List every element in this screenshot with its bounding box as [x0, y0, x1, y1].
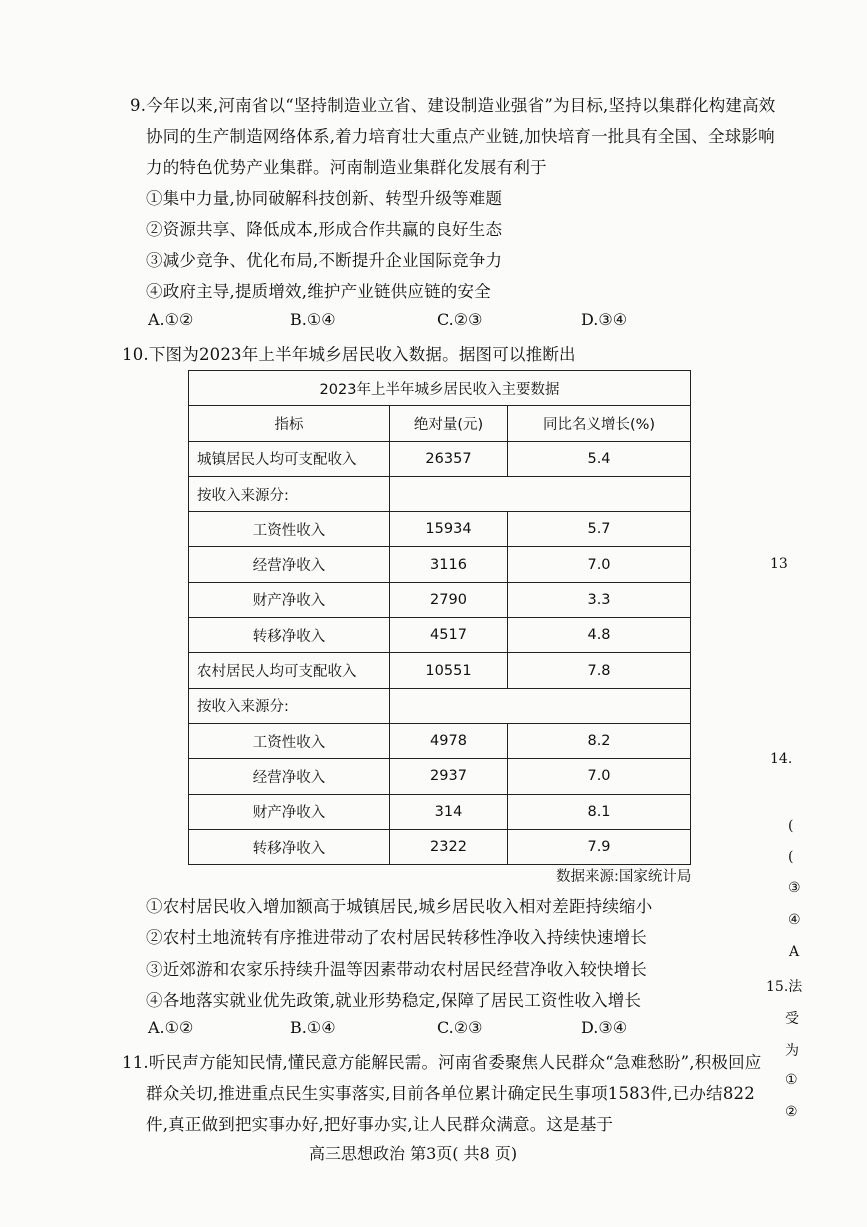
data-source-note: 数据来源:国家统计局 [556, 869, 692, 885]
q10-item-1: ①农村居民收入增加额高于城镇居民,城乡居民收入相对差距持续缩小 [146, 897, 653, 916]
q9-stem-line-3: 力的特色优势产业集群。河南制造业集群化发展有利于 [146, 158, 547, 177]
table-row-rural: 农村居民人均可支配收入 10551 7.8 [189, 653, 691, 688]
edge-text: ① [785, 1072, 798, 1088]
table-title: 2023年上半年城乡居民收入主要数据 [189, 371, 691, 406]
q10-option-d: D.③④ [581, 1018, 628, 1037]
q9-stem-line-2: 协同的生产制造网络体系,着力培育壮大重点产业链,加快培育一批具有全国、全球影响 [146, 127, 775, 146]
edge-text: ③ [788, 880, 801, 896]
q11-stem-line-2: 群众关切,推进重点民生实事落实,目前各单位累计确定民生事项1583件,已办结822 [146, 1084, 755, 1103]
q11-stem-line-3: 件,真正做到把实事办好,把好事办实,让人民群众满意。这是基于 [146, 1115, 614, 1134]
q9-item-2: ②资源共享、降低成本,形成合作共赢的良好生态 [146, 220, 503, 239]
table-row: 工资性收入 15934 5.7 [189, 512, 691, 547]
q10-item-3: ③近郊游和农家乐持续升温等因素带动农村居民经营净收入较快增长 [146, 960, 647, 979]
table-header-amount: 绝对量(元) [390, 406, 508, 441]
q10-item-4: ④各地落实就业优先政策,就业形势稳定,保障了居民工资性收入增长 [146, 991, 642, 1010]
q10-stem: 10.下图为2023年上半年城乡居民收入数据。据图可以推断出 [122, 345, 576, 364]
q11-stem-line-1: 11.听民声方能知民情,懂民意方能解民需。河南省委聚焦人民群众“急难愁盼”,积极回应 [122, 1053, 762, 1072]
q9-item-3: ③减少竞争、优化布局,不断提升企业国际竞争力 [146, 251, 503, 270]
edge-text: A [789, 944, 800, 960]
table-row-rural-source: 按收入来源分: [189, 688, 691, 723]
edge-text: ( [788, 818, 794, 834]
table-header-indicator: 指标 [189, 406, 390, 441]
income-data-table [188, 370, 691, 865]
q10-option-b: B.①④ [290, 1018, 336, 1037]
table-row: 转移净收入 4517 4.8 [189, 618, 691, 653]
table-row-urban: 城镇居民人均可支配收入 26357 5.4 [189, 441, 691, 476]
edge-text: ② [785, 1104, 798, 1120]
q9-option-b: B.①④ [290, 310, 336, 329]
edge-text: 为 [785, 1043, 799, 1059]
q10-option-a: A.①② [148, 1018, 194, 1037]
q9-stem-line-1: 9.今年以来,河南省以“坚持制造业立省、建设制造业强省”为目标,坚持以集群化构建高效 [130, 96, 776, 115]
q9-option-d: D.③④ [581, 310, 628, 329]
table-row: 财产净收入 2790 3.3 [189, 582, 691, 617]
q9-item-4: ④政府主导,提质增效,维护产业链供应链的安全 [146, 282, 491, 301]
q10-option-c: C.②③ [437, 1018, 483, 1037]
q9-option-c: C.②③ [437, 310, 483, 329]
table-row-urban-source: 按收入来源分: [189, 476, 691, 511]
q9-item-1: ①集中力量,协同破解科技创新、转型升级等难题 [146, 189, 503, 208]
page-footer: 高三思想政治 第3页( 共8 页) [309, 1144, 518, 1163]
edge-text: 13 [770, 556, 788, 572]
table-header-growth: 同比名义增长(%) [508, 406, 691, 441]
q9-option-a: A.①② [148, 310, 194, 329]
edge-text: ( [788, 849, 794, 865]
table-row: 经营净收入 2937 7.0 [189, 759, 691, 794]
table-row: 经营净收入 3116 7.0 [189, 547, 691, 582]
table-row: 转移净收入 2322 7.9 [189, 829, 691, 864]
edge-text: 14. [770, 751, 793, 767]
edge-text: ④ [788, 912, 801, 928]
edge-text: 15.法 [766, 979, 803, 995]
edge-text: 受 [785, 1011, 799, 1027]
table-row: 工资性收入 4978 8.2 [189, 723, 691, 758]
q10-item-2: ②农村土地流转有序推进带动了农村居民转移性净收入持续快速增长 [146, 928, 647, 947]
table-row: 财产净收入 314 8.1 [189, 794, 691, 829]
